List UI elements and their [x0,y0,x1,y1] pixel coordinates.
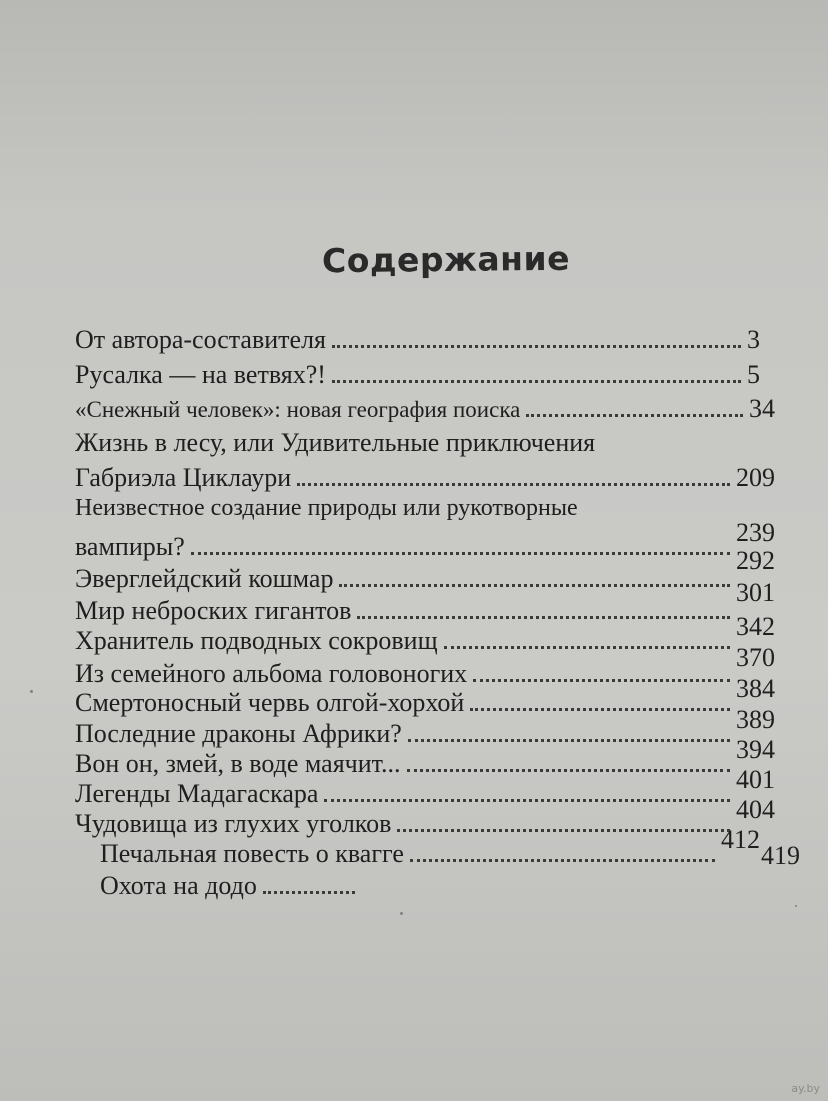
toc-entry-title: Мир неброских гигантов [75,596,352,625]
toc-entry-title: Легенды Мадагаскара [75,779,319,808]
toc-entry [75,795,775,839]
toc-entry-page: 34 [749,394,775,423]
leader-dots [357,616,730,619]
toc-entry-title: «Снежный человек»: новая география поиска [75,397,521,422]
toc-entry [75,360,775,390]
toc-entry [75,735,775,779]
leader-dots [339,584,730,587]
toc-entry-page: 401 [736,765,775,794]
toc-entry [75,643,775,689]
leader-dots [407,769,730,772]
toc-entry-page: 412 [721,825,760,854]
toc-entry [75,394,775,424]
toc-entry-title: Неизвестное создание природы или рукотворные [75,495,578,521]
toc-entry-title: Печальная повесть о квагге [100,839,404,868]
toc-entry-page: 419 [761,841,800,870]
toc-entry-page: 394 [736,735,775,764]
toc-entry-title: Жизнь в лесу, или Удивительные приключения [75,428,596,457]
leader-dots [297,483,730,486]
leader-dots [408,739,730,742]
dust-speck [30,690,33,693]
toc-entry-page: 3 [747,325,760,354]
watermark: ay.by [791,1082,820,1095]
leader-dots [397,829,730,832]
toc-entry [75,612,775,656]
dust-speck [400,912,403,915]
leader-dots [470,708,730,711]
leader-dots [410,859,715,862]
toc-entry-title: Эверглейдский кошмар [75,564,334,593]
toc-entry-page: 292 [736,546,775,575]
toc-entry-page: 342 [736,612,775,641]
toc-entry-title: Из семейного альбома головоногих [75,659,468,688]
toc-entry [75,705,775,749]
toc-entry-title: Русалка — на ветвях?! [75,360,326,389]
toc-entry [75,463,775,493]
toc-entry-page: 5 [747,360,760,389]
leader-dots [473,679,730,682]
toc-entry-title: Чудовища из глухих уголков [75,809,392,838]
toc-entry-page: 384 [736,674,775,703]
toc-entry-title: Вон он, змей, в воде маячит... [75,749,401,778]
leader-dots [324,799,730,802]
leader-dots [332,380,741,383]
toc-entry-title: Охота на додо [100,871,257,900]
toc-entry [75,674,775,718]
leader-dots [332,345,741,348]
toc-entry-title-cont: вампиры? [75,532,185,561]
dust-speck [795,905,797,907]
page-title: Содержание [321,238,571,281]
toc-entry-page: 404 [736,795,775,824]
toc-entry-title: От автора-составителя [75,325,326,354]
toc-entry [75,325,775,355]
toc-entry [75,518,775,562]
toc-entry-title-cont: Габриэла Циклаури [75,463,292,492]
toc-entry-title: Последние драконы Африки? [75,719,402,748]
toc-entry-page: 370 [736,643,775,672]
toc-entry-title: Смертоносный червь олгой-хорхой [75,688,465,717]
toc-entry-page: 301 [736,578,775,607]
toc-entry [75,765,775,809]
toc-entry [100,825,760,869]
toc-entry-page: 239 [736,518,775,547]
toc-entry-page: 389 [736,705,775,734]
toc-entry-page: 209 [736,463,775,492]
toc-entry-title: Хранитель подводных сокровищ [75,626,438,655]
leader-dots [526,414,743,417]
leader-dots [191,552,730,555]
leader-dots [444,646,730,649]
leader-dots [263,891,355,894]
